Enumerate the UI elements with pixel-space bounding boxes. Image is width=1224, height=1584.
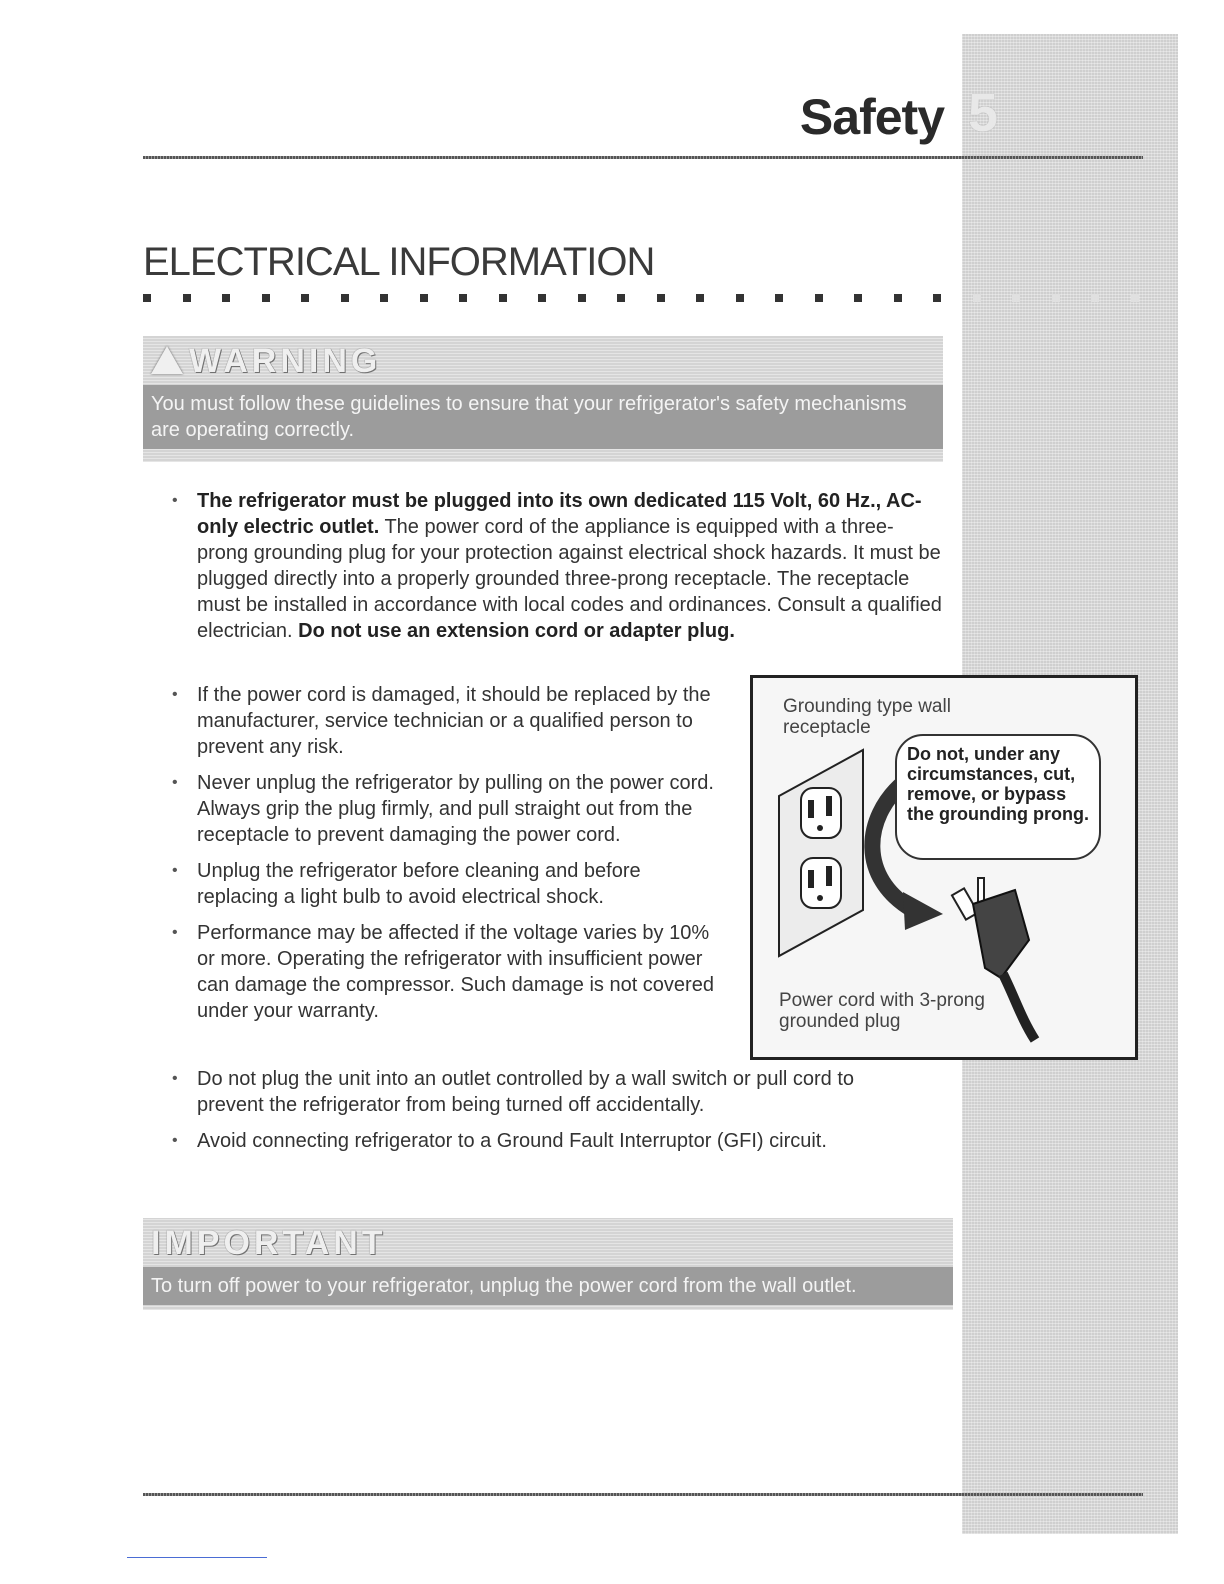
- warning-callout: [143, 336, 943, 462]
- divider-dot: [183, 294, 191, 302]
- receptacle-label: Grounding type wall receptacle: [783, 696, 951, 738]
- bullet-list-bottom: [172, 1066, 912, 1164]
- bullet-list-middle: [172, 682, 722, 1034]
- warning-text: You must follow these guidelines to ensure that your refrigerator's safety mechanisms are operating correctly.: [143, 385, 943, 449]
- divider-dot: [736, 294, 744, 302]
- divider-dot: [499, 294, 507, 302]
- divider-dot: [617, 294, 625, 302]
- divider-dot: [1131, 294, 1139, 302]
- list-item: • Never unplug the refrigerator by pulling on the power cord. Always grip the plug firmly, and pull straight out from the receptacle to prevent damaging the power cord.: [172, 770, 722, 848]
- important-text: To turn off power to your refrigerator, unplug the power cord from the wall outlet.: [143, 1267, 953, 1305]
- important-callout: [143, 1218, 953, 1310]
- divider-dot: [1052, 294, 1060, 302]
- divider-dot: [775, 294, 783, 302]
- divider-dot: [143, 294, 151, 302]
- footer-underline: [127, 1557, 267, 1558]
- footer-rule: [143, 1493, 1143, 1496]
- bullet-bold-tail: Do not use an extension cord or adapter plug.: [298, 620, 735, 642]
- page-number: 5: [968, 83, 999, 143]
- bullet-list-top: [172, 488, 942, 654]
- divider-dot: [262, 294, 270, 302]
- divider-dot: [973, 294, 981, 302]
- list-item: • Performance may be affected if the voltage varies by 10% or more. Operating the refrigerator with insufficient power can damage the compressor. Such damage is not covered under your warranty.: [172, 920, 722, 1024]
- section-title: ELECTRICAL INFORMATION: [143, 240, 655, 284]
- divider-dot: [380, 294, 388, 302]
- divider-dot: [420, 294, 428, 302]
- divider-dot: [301, 294, 309, 302]
- page-header-title: Safety: [799, 89, 944, 145]
- divider-dot: [696, 294, 704, 302]
- warning-bubble: Do not, under any circumstances, cut, remove, or bypass the grounding prong.: [895, 734, 1101, 860]
- dotted-divider: [143, 294, 1153, 304]
- divider-dot: [815, 294, 823, 302]
- warning-triangle-icon: [151, 346, 183, 374]
- divider-dot: [1091, 294, 1099, 302]
- divider-dot: [578, 294, 586, 302]
- grounding-figure: [750, 675, 1138, 1060]
- list-item: [172, 488, 942, 644]
- divider-dot: [1012, 294, 1020, 302]
- bullet-text: The power cord of the appliance is equipped with a three-prong grounding plug for your protection against electrical shock hazards. It must be plugged directly into a properly grounded three-prong receptacle. The receptacle must be installed in accordance with local codes and ordinances. Consult a qualified electrician.: [197, 516, 942, 642]
- power-cord-label: Power cord with 3-prong grounded plug: [779, 990, 985, 1032]
- divider-dot: [854, 294, 862, 302]
- bullet-bold-lead: The refrigerator must be plugged into its own dedicated 115 Volt, 60 Hz., AC-only electric outlet.: [197, 490, 922, 538]
- warning-heading: [143, 336, 943, 385]
- list-item: • Do not plug the unit into an outlet controlled by a wall switch or pull cord to prevent the refrigerator from being turned off accidentally.: [172, 1066, 912, 1118]
- divider-dot: [657, 294, 665, 302]
- divider-dot: [341, 294, 349, 302]
- list-item: • If the power cord is damaged, it should be replaced by the manufacturer, service technician or a qualified person to prevent any risk.: [172, 682, 722, 760]
- divider-dot: [459, 294, 467, 302]
- header-rule: [143, 156, 1143, 159]
- divider-dot: [538, 294, 546, 302]
- divider-dot: [222, 294, 230, 302]
- divider-dot: [933, 294, 941, 302]
- warning-label: WARNING: [189, 342, 382, 380]
- important-label: IMPORTANT: [151, 1224, 387, 1262]
- divider-dot: [894, 294, 902, 302]
- list-item: • Unplug the refrigerator before cleaning and before replacing a light bulb to avoid electrical shock.: [172, 858, 722, 910]
- arrow-icon: [903, 892, 943, 930]
- list-item: • Avoid connecting refrigerator to a Ground Fault Interruptor (GFI) circuit.: [172, 1128, 912, 1154]
